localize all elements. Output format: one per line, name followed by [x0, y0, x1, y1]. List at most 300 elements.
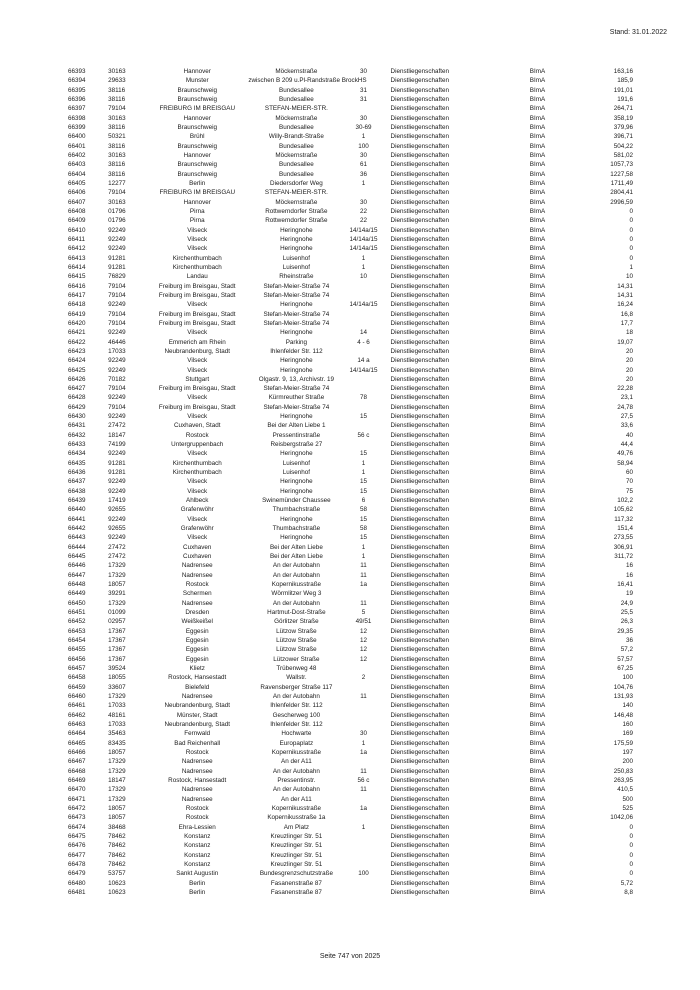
table-row — [62, 347, 637, 356]
cell-postcode: 17329 — [108, 786, 126, 794]
cell-category: Dienstliegenschaften — [390, 403, 449, 411]
cell-id: 66474 — [68, 823, 86, 831]
cell-house-number: 36 — [359, 170, 367, 178]
cell-owner: BImA — [529, 198, 546, 206]
cell-area: 0 — [629, 851, 633, 859]
cell-id: 66431 — [68, 422, 86, 430]
cell-category: Dienstliegenschaften — [390, 319, 449, 327]
cell-owner: BImA — [529, 310, 546, 318]
cell-owner: BImA — [529, 385, 546, 393]
cell-area: 67,25 — [617, 665, 633, 672]
cell-id: 66468 — [68, 767, 86, 775]
cell-id: 66462 — [68, 711, 86, 719]
cell-category: Dienstliegenschaften — [390, 888, 449, 896]
cell-category: Dienstliegenschaften — [390, 95, 449, 103]
cell-city: Pirna — [189, 207, 205, 215]
cell-postcode: 27472 — [108, 553, 126, 561]
cell-category: Dienstliegenschaften — [390, 469, 449, 477]
cell-area: 18 — [625, 329, 633, 337]
cell-category: Dienstliegenschaften — [390, 207, 449, 215]
cell-owner: BImA — [529, 609, 546, 617]
cell-house-number: 56 c — [357, 776, 370, 784]
cell-area: 525 — [622, 804, 633, 812]
table-row — [62, 338, 637, 347]
cell-city: Rostock, Hansestadt — [168, 776, 227, 784]
cell-id: 66477 — [68, 851, 86, 859]
cell-postcode: 17329 — [108, 599, 126, 607]
cell-city: Nadrensee — [181, 795, 213, 803]
cell-id: 66443 — [68, 534, 86, 542]
cell-street: Bundesallee — [279, 170, 314, 178]
table-row — [62, 263, 637, 272]
cell-postcode: 70182 — [108, 375, 126, 383]
cell-street: STEFAN-MEIER-STR. — [264, 105, 328, 113]
cell-house-number: 30 — [359, 151, 367, 159]
cell-owner: BImA — [529, 207, 546, 215]
cell-house-number — [344, 291, 382, 300]
cell-owner: BImA — [529, 114, 546, 122]
table-row — [62, 459, 637, 468]
cell-city: Eggesin — [185, 627, 209, 635]
cell-category: Dienstliegenschaften — [390, 506, 449, 514]
cell-id: 66471 — [68, 795, 86, 803]
cell-postcode: 30163 — [108, 68, 126, 75]
cell-house-number: 30-69 — [355, 123, 372, 131]
cell-street: Pressentinstraße — [272, 431, 321, 439]
cell-house-number: 1 — [361, 133, 366, 141]
cell-postcode: 30163 — [108, 114, 126, 122]
cell-postcode: 50321 — [108, 133, 126, 141]
cell-postcode: 38116 — [108, 142, 126, 150]
cell-house-number: 15 — [359, 487, 367, 495]
cell-id: 66414 — [68, 263, 86, 271]
cell-owner: BImA — [529, 273, 546, 281]
cell-house-number — [344, 310, 382, 319]
cell-city: Freiburg im Breisgau, Stadt — [158, 291, 236, 299]
cell-postcode: 17329 — [108, 795, 126, 803]
cell-owner: BImA — [529, 832, 546, 840]
table-row — [62, 132, 637, 141]
cell-id: 66480 — [68, 879, 86, 887]
cell-street: Bundesallee — [279, 95, 314, 103]
cell-category: Dienstliegenschaften — [390, 581, 449, 589]
cell-city: Landau — [186, 273, 208, 281]
cell-category: Dienstliegenschaften — [390, 422, 449, 430]
cell-category: Dienstliegenschaften — [390, 245, 449, 253]
cell-city: Vilseck — [187, 394, 208, 402]
cell-area: 24,9 — [620, 599, 633, 607]
cell-id: 66422 — [68, 338, 86, 346]
cell-postcode: 92249 — [108, 487, 126, 495]
cell-city: Vilseck — [187, 413, 208, 421]
cell-owner: BImA — [529, 366, 546, 374]
cell-area: 40 — [625, 431, 633, 439]
cell-owner: BImA — [529, 357, 546, 365]
cell-area: 0 — [629, 870, 633, 878]
cell-city: Hannover — [183, 68, 211, 75]
cell-area: 1057,73 — [610, 161, 633, 169]
cell-category: Dienstliegenschaften — [390, 674, 449, 682]
table-row — [62, 757, 637, 766]
cell-owner: BImA — [529, 571, 546, 579]
cell-owner: BImA — [529, 497, 546, 505]
cell-category: Dienstliegenschaften — [390, 851, 449, 859]
cell-owner: BImA — [529, 627, 546, 635]
cell-house-number — [344, 589, 382, 598]
cell-area: 20 — [625, 347, 633, 355]
cell-city: Berlin — [189, 879, 206, 887]
cell-street: Thumbachstraße — [272, 506, 321, 514]
cell-city: Ehra-Lessien — [178, 823, 216, 831]
cell-house-number — [344, 888, 382, 897]
cell-house-number: 30 — [359, 198, 367, 206]
cell-owner: BImA — [529, 618, 546, 626]
cell-id: 66454 — [68, 637, 86, 645]
cell-id: 66425 — [68, 366, 86, 374]
cell-owner: BImA — [529, 804, 546, 812]
cell-postcode: 92249 — [108, 394, 126, 402]
table-row — [62, 543, 637, 552]
cell-city: Freiburg im Breisgau, Stadt — [158, 310, 236, 318]
cell-street: Olgastr. 9, 13, Archivstr. 19 — [258, 375, 335, 383]
cell-owner: BImA — [529, 543, 546, 551]
cell-area: 36 — [625, 637, 633, 645]
cell-owner: BImA — [529, 441, 546, 449]
cell-city: Konstanz — [184, 832, 211, 840]
table-row — [62, 76, 637, 85]
cell-id: 66464 — [68, 730, 86, 738]
cell-owner: BImA — [529, 599, 546, 607]
cell-area: 0 — [629, 860, 633, 868]
cell-category: Dienstliegenschaften — [390, 767, 449, 775]
cell-street: Fasanenstraße 87 — [270, 888, 322, 896]
cell-city: Brühl — [189, 133, 205, 141]
cell-city: Vilseck — [187, 534, 208, 542]
cell-id: 66472 — [68, 804, 86, 812]
cell-house-number — [344, 104, 382, 113]
table-row — [62, 804, 637, 813]
cell-area: 358,19 — [613, 114, 633, 122]
cell-category: Dienstliegenschaften — [390, 730, 449, 738]
cell-postcode: 48161 — [108, 711, 126, 719]
cell-area: 306,91 — [613, 543, 633, 551]
cell-house-number: 1 — [361, 254, 366, 262]
cell-id: 66393 — [68, 68, 86, 75]
cell-street: Am Platz — [283, 823, 309, 831]
cell-house-number: 30 — [359, 68, 367, 75]
cell-id: 66479 — [68, 870, 86, 878]
table-row — [62, 272, 637, 281]
cell-city: Vilseck — [187, 515, 208, 523]
cell-house-number — [344, 319, 382, 328]
cell-city: Braunschweig — [177, 86, 217, 94]
table-row — [62, 403, 637, 412]
cell-city: Hannover — [183, 151, 211, 159]
cell-postcode: 92249 — [108, 515, 126, 523]
table-row — [62, 477, 637, 486]
cell-house-number: 1a — [359, 804, 367, 812]
cell-house-number — [344, 832, 382, 841]
cell-house-number: 11 — [360, 599, 367, 607]
cell-postcode: 78462 — [108, 851, 126, 859]
table-row — [62, 216, 637, 225]
cell-id: 66481 — [68, 888, 86, 896]
cell-area: 163,16 — [613, 68, 633, 75]
table-row — [62, 515, 637, 524]
cell-category: Dienstliegenschaften — [390, 450, 449, 458]
cell-area: 311,72 — [614, 553, 633, 561]
cell-street: Kreuzlinger Str. 51 — [270, 842, 323, 850]
cell-category: Dienstliegenschaften — [390, 711, 449, 719]
cell-postcode: 27472 — [108, 422, 126, 430]
cell-house-number: 1 — [361, 823, 366, 831]
cell-postcode: 92655 — [108, 525, 126, 533]
cell-house-number: 15 — [359, 478, 367, 486]
table-row — [62, 767, 637, 776]
cell-area: 175,59 — [613, 739, 633, 747]
cell-street: Reisbergstraße 27 — [270, 441, 323, 449]
table-row — [62, 739, 637, 748]
cell-postcode: 92249 — [108, 226, 126, 234]
cell-postcode: 39524 — [108, 665, 126, 672]
table-row — [62, 328, 637, 337]
cell-street: Wallstr. — [286, 674, 307, 682]
cell-street: Luisenhof — [282, 263, 311, 271]
cell-street: An der Autobahn — [272, 571, 320, 579]
cell-id: 66424 — [68, 357, 86, 365]
cell-owner: BImA — [529, 767, 546, 775]
cell-city: Kirchenthumbach — [172, 254, 222, 262]
table-row — [62, 785, 637, 794]
cell-city: Bielefeld — [185, 683, 210, 691]
cell-category: Dienstliegenschaften — [390, 618, 449, 626]
cell-city: Braunschweig — [177, 95, 217, 103]
cell-postcode: 92249 — [108, 534, 126, 542]
cell-house-number: 11 — [360, 562, 367, 570]
cell-city: Vilseck — [187, 357, 208, 365]
cell-owner: BImA — [529, 95, 546, 103]
table-body — [62, 67, 637, 897]
cell-street: Bei der Alten Liebe — [269, 543, 323, 551]
cell-id: 66473 — [68, 814, 86, 822]
cell-house-number: 10 — [359, 273, 367, 281]
cell-city: Untergruppenbach — [171, 441, 224, 449]
cell-area: 16 — [625, 562, 633, 570]
table-row — [62, 571, 637, 580]
cell-house-number: 1 — [361, 179, 366, 187]
cell-postcode: 17419 — [108, 497, 126, 505]
cell-street: Ihlenfelder Str. 112 — [270, 702, 323, 710]
table-row — [62, 795, 637, 804]
cell-street: Kopernikusstraße 1a — [267, 814, 326, 822]
table-row — [62, 608, 637, 617]
cell-postcode: 17329 — [108, 767, 126, 775]
cell-city: Nadrensee — [181, 758, 213, 766]
cell-postcode: 02957 — [108, 618, 126, 626]
cell-area: 16,24 — [617, 301, 633, 309]
cell-area: 26,3 — [620, 618, 633, 626]
cell-street: Hochwarte — [281, 730, 312, 738]
cell-city: Neubrandenburg, Stadt — [164, 702, 230, 710]
cell-area: 197 — [622, 748, 633, 756]
cell-id: 66449 — [68, 590, 86, 598]
cell-street: Kreuzlinger Str. 51 — [270, 860, 323, 868]
cell-area: 60 — [625, 469, 633, 477]
cell-area: 146,48 — [613, 711, 633, 719]
cell-street: Lützower Straße — [273, 655, 320, 663]
cell-postcode: 29633 — [108, 77, 126, 85]
cell-id: 66432 — [68, 431, 86, 439]
cell-postcode: 39291 — [108, 590, 126, 598]
cell-id: 66398 — [68, 114, 86, 122]
table-row — [62, 188, 637, 197]
cell-category: Dienstliegenschaften — [390, 655, 449, 663]
table-row — [62, 561, 637, 570]
table-row — [62, 533, 637, 542]
table-row — [62, 664, 637, 673]
cell-postcode: 17033 — [108, 702, 126, 710]
cell-street: Ravensberger Straße 117 — [260, 683, 333, 691]
cell-category: Dienstliegenschaften — [390, 394, 449, 402]
cell-street: Stefan-Meier-Straße 74 — [263, 282, 330, 290]
cell-owner: BImA — [529, 842, 546, 850]
cell-house-number: 5 — [361, 609, 366, 617]
cell-category: Dienstliegenschaften — [390, 226, 449, 234]
cell-owner: BImA — [529, 506, 546, 514]
cell-owner: BImA — [529, 655, 546, 663]
cell-owner: BImA — [529, 151, 546, 159]
cell-street: Gescherweg 100 — [272, 711, 321, 719]
cell-house-number — [344, 664, 382, 673]
cell-owner: BImA — [529, 665, 546, 672]
cell-owner: BImA — [529, 329, 546, 337]
cell-postcode: 53757 — [108, 870, 126, 878]
cell-city: Rostock — [185, 581, 209, 589]
cell-id: 66430 — [68, 413, 86, 421]
cell-id: 66401 — [68, 142, 86, 150]
cell-id: 66402 — [68, 151, 86, 159]
cell-id: 66423 — [68, 347, 86, 355]
table-row — [62, 412, 637, 421]
cell-city: Freiburg im Breisgau, Stadt — [158, 319, 236, 327]
cell-postcode: 38116 — [108, 86, 126, 94]
cell-street: Rottwerndorfer Straße — [265, 217, 328, 225]
cell-city: Braunschweig — [177, 123, 217, 131]
cell-category: Dienstliegenschaften — [390, 637, 449, 645]
table-row — [62, 282, 637, 291]
cell-city: Rostock, Hansestadt — [168, 674, 227, 682]
cell-city: Berlin — [189, 179, 206, 187]
cell-category: Dienstliegenschaften — [390, 329, 449, 337]
cell-house-number — [344, 421, 382, 430]
cell-category: Dienstliegenschaften — [390, 646, 449, 654]
cell-area: 102,2 — [617, 497, 633, 505]
cell-id: 66428 — [68, 394, 86, 402]
cell-house-number: 14/14a/15 — [349, 301, 378, 309]
cell-street: Hartmut-Dost-Straße — [267, 609, 326, 617]
cell-owner: BImA — [529, 338, 546, 346]
table-row — [62, 384, 637, 393]
cell-street: Stefan-Meier-Straße 74 — [263, 319, 330, 327]
cell-street: Kreuzlinger Str. 51 — [270, 851, 323, 859]
cell-postcode: 78462 — [108, 832, 126, 840]
cell-house-number: 1 — [361, 553, 366, 561]
property-table — [62, 67, 637, 897]
cell-street: Kürmreuther Straße — [268, 394, 325, 402]
cell-city: Sankt Augustin — [176, 870, 219, 878]
cell-city: Braunschweig — [177, 161, 217, 169]
cell-city: Münster, Stadt — [176, 711, 218, 719]
table-row — [62, 468, 637, 477]
cell-house-number: 4 - 6 — [357, 338, 370, 346]
table-row — [62, 114, 637, 123]
cell-postcode: 79104 — [108, 189, 126, 197]
cell-area: 117,32 — [614, 515, 633, 523]
cell-category: Dienstliegenschaften — [390, 776, 449, 784]
cell-area: 2804,41 — [610, 189, 633, 197]
cell-city: Braunschweig — [177, 170, 217, 178]
cell-house-number: 56 c — [357, 431, 370, 439]
cell-city: Konstanz — [184, 860, 211, 868]
table-row — [62, 366, 637, 375]
cell-street: Europaplatz — [279, 739, 314, 747]
cell-area: 581,02 — [613, 151, 633, 159]
cell-house-number: 1 — [361, 543, 366, 551]
cell-id: 66418 — [68, 301, 86, 309]
table-row — [62, 552, 637, 561]
cell-postcode: 91281 — [108, 469, 126, 477]
cell-owner: BImA — [529, 758, 546, 766]
cell-street: Trübenweg 48 — [276, 665, 317, 672]
cell-city: Nadrensee — [181, 571, 213, 579]
cell-category: Dienstliegenschaften — [390, 431, 449, 439]
cell-owner: BImA — [529, 170, 546, 178]
cell-city: Rostock — [185, 748, 209, 756]
table-row — [62, 310, 637, 319]
cell-category: Dienstliegenschaften — [390, 814, 449, 822]
cell-house-number: 12 — [359, 655, 367, 663]
cell-id: 66457 — [68, 665, 86, 672]
cell-city: Nadrensee — [181, 767, 213, 775]
cell-category: Dienstliegenschaften — [390, 77, 449, 85]
cell-street: Heringnohe — [280, 366, 313, 374]
cell-city: Munster — [185, 77, 209, 85]
cell-city: Grafenwöhr — [180, 525, 214, 533]
cell-city: Stuttgart — [185, 375, 210, 383]
cell-id: 66413 — [68, 254, 86, 262]
cell-category: Dienstliegenschaften — [390, 609, 449, 617]
cell-area: 100 — [622, 674, 633, 682]
cell-category: Dienstliegenschaften — [390, 702, 449, 710]
cell-city: Bad Reichenhall — [174, 739, 221, 747]
cell-area: 20 — [625, 357, 633, 365]
cell-category: Dienstliegenschaften — [390, 441, 449, 449]
cell-area: 0 — [629, 823, 633, 831]
cell-postcode: 12277 — [108, 179, 126, 187]
cell-id: 66436 — [68, 469, 86, 477]
cell-postcode: 18057 — [108, 581, 126, 589]
cell-street: Görlitzer Straße — [274, 618, 319, 626]
stand-date: Stand: 31.01.2022 — [609, 29, 667, 36]
cell-city: Klietz — [189, 665, 205, 672]
table-row — [62, 449, 637, 458]
cell-owner: BImA — [529, 301, 546, 309]
cell-city: Rostock — [185, 804, 209, 812]
cell-postcode: 17367 — [108, 655, 126, 663]
table-row — [62, 692, 637, 701]
cell-id: 66459 — [68, 683, 86, 691]
cell-house-number: 1a — [359, 581, 367, 589]
